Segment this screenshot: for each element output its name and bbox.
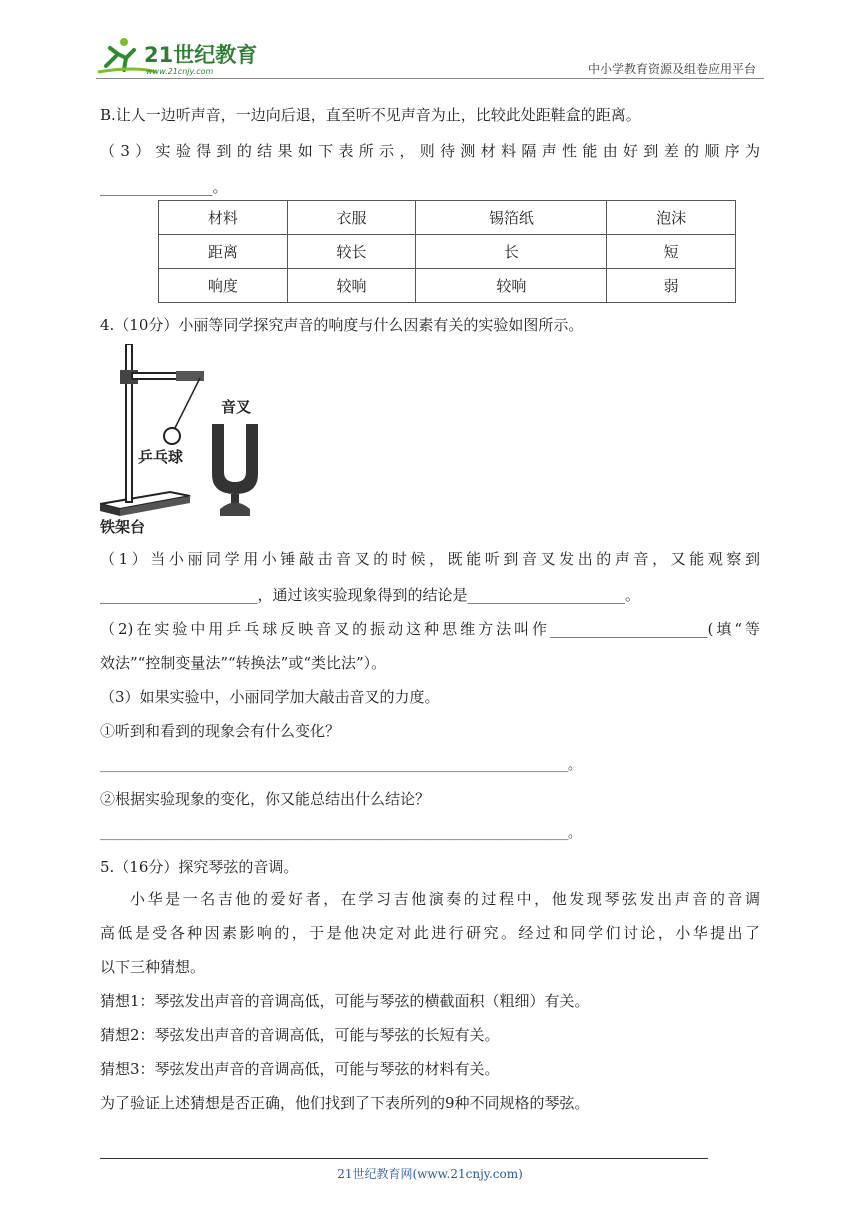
label-ping-pong-ball: 乒乓球: [138, 448, 184, 466]
q5-paragraph-line1: 小华是一名吉他的爱好者，在学习吉他演奏的过程中，他发现琴弦发出声音的音调: [130, 890, 760, 908]
q5-title: 5.（16分）探究琴弦的音调。: [100, 858, 299, 876]
label-tuning-fork: 音叉: [221, 398, 252, 416]
guess-3: 猜想3：琴弦发出声音的音调高低，可能与琴弦的材料有关。: [100, 1060, 500, 1078]
table-row: [159, 235, 736, 269]
thread-line: [174, 378, 200, 430]
header-divider: [96, 78, 764, 79]
q5-paragraph-line3: 以下三种猜想。: [100, 958, 206, 976]
q4-part3-answer2-blank: ______________________________________________________________________________。: [100, 826, 581, 841]
q3-answer-blank: _______________。: [100, 178, 228, 196]
label-iron-stand: 铁架台: [100, 518, 146, 534]
table-row: [159, 269, 736, 303]
q4-part2-line2: 效法”“控制变量法”“转换法”或“类比法”）。: [100, 654, 387, 672]
table-cell: 弱: [607, 269, 736, 303]
q4-title: 4.（10分）小丽等同学探究声音的响度与什么因素有关的实验如图所示。: [100, 316, 584, 334]
q5-paragraph-line2: 高低是受各种因素影响的，于是他决定对此进行研究。经过和同学们讨论，小华提出了: [100, 924, 760, 942]
q4-part3: （3）如果实验中，小丽同学加大敲击音叉的力度。: [100, 688, 440, 706]
footer-text: 21世纪教育网(www.21cnjy.com): [337, 1167, 523, 1181]
table-cell: 短: [607, 235, 736, 269]
table-cell: 泡沫: [607, 201, 736, 235]
iron-stand-icon: [100, 344, 204, 516]
tuning-fork-icon: [212, 424, 258, 516]
ping-pong-ball-icon: [164, 428, 180, 444]
guess-1: 猜想1：琴弦发出声音的音调高低，可能与琴弦的横截面积（粗细）有关。: [100, 992, 590, 1010]
site-logo: [96, 36, 266, 78]
q4-part3-answer1-blank: ______________________________________________________________________________。: [100, 758, 581, 773]
tuning-fork-figure: [100, 344, 290, 538]
header-platform-name: 中小学教育资源及组卷应用平台: [587, 62, 756, 76]
footer-divider: [100, 1158, 708, 1159]
guess-2: 猜想2：琴弦发出声音的音调高低，可能与琴弦的长短有关。: [100, 1026, 500, 1044]
table-cell: 较响: [287, 269, 416, 303]
logo-text: 21世纪教育: [144, 43, 258, 67]
q4-part3-question1: ①听到和看到的现象会有什么变化？: [100, 722, 341, 740]
table-row: [159, 201, 736, 235]
table-cell: 距离: [159, 235, 288, 269]
table-cell: 长: [416, 235, 607, 269]
table-cell: 衣服: [287, 201, 416, 235]
verify-text: 为了验证上述猜想是否正确，他们找到了下表所列的9种不同规格的琴弦。: [100, 1094, 590, 1112]
option-b-text: B.让人一边听声音，一边向后退，直至听不见声音为止，比较此处距鞋盒的距离。: [100, 106, 641, 124]
table-cell: 材料: [159, 201, 288, 235]
q4-part1-line2: _____________________，通过该实验现象得到的结论是_____________________。: [100, 586, 641, 604]
table-cell: 较响: [416, 269, 607, 303]
q4-part2-line1: （2)在实验中用乒乓球反映音叉的振动这种思维方法叫作_____________________(填“等: [100, 620, 760, 638]
table-cell: 响度: [159, 269, 288, 303]
q3-text: （3）实验得到的结果如下表所示，则待测材料隔声性能由好到差的顺序为: [100, 142, 760, 160]
q4-part3-question2: ②根据实验现象的变化，你又能总结出什么结论？: [100, 790, 431, 808]
table-cell: 较长: [287, 235, 416, 269]
table-cell: 锡箔纸: [416, 201, 607, 235]
logo-url: www.21cnjy.com: [146, 67, 214, 76]
q4-part1-line1: （1）当小丽同学用小锤敲击音叉的时候，既能听到音叉发出的声音，又能观察到: [100, 550, 760, 568]
material-results-table: [158, 200, 736, 303]
